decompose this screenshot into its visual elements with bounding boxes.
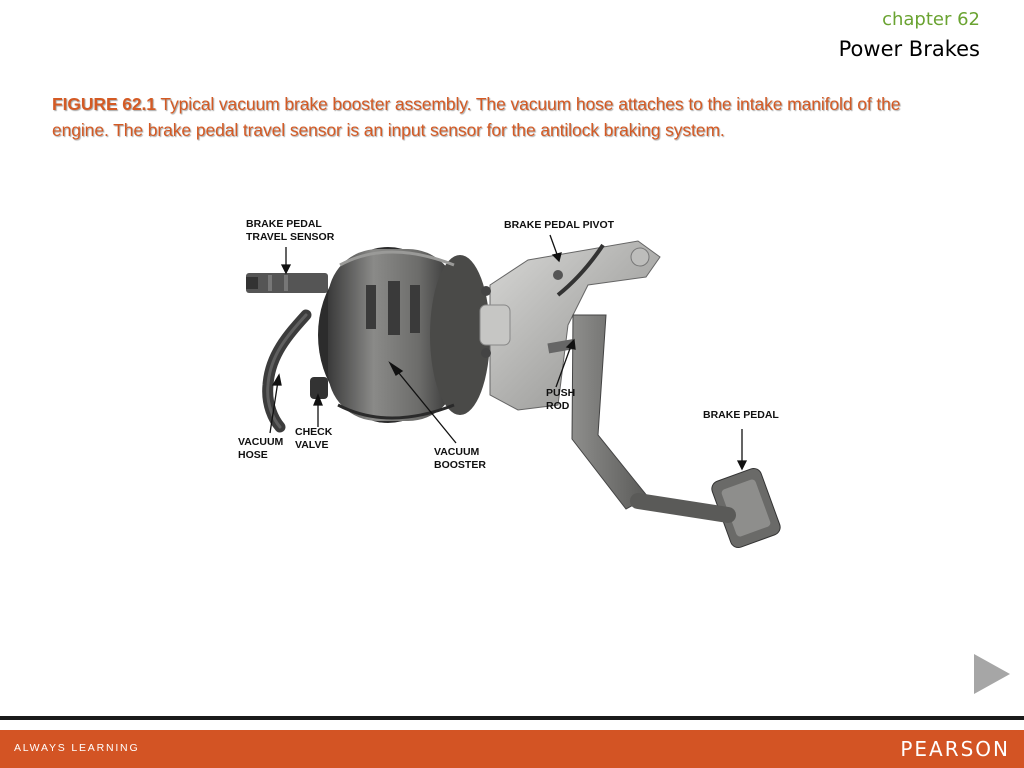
label-travel-sensor-line1: BRAKE PEDAL bbox=[246, 218, 322, 230]
label-check-valve-line1: CHECK bbox=[295, 426, 333, 438]
label-push-rod-line2: ROD bbox=[546, 400, 570, 412]
footer-tagline: ALWAYS LEARNING bbox=[14, 742, 140, 754]
label-pedal-pivot: BRAKE PEDAL PIVOT bbox=[504, 219, 615, 231]
label-travel-sensor-line2: TRAVEL SENSOR bbox=[246, 231, 335, 243]
label-vacuum-hose-line2: HOSE bbox=[238, 449, 268, 461]
brake-pedal-arm bbox=[572, 315, 648, 509]
slide-title: Power Brakes bbox=[838, 37, 980, 61]
chapter-label: chapter 62 bbox=[882, 9, 980, 30]
play-triangle-icon bbox=[972, 653, 1012, 695]
label-vacuum-booster bbox=[434, 446, 486, 472]
label-vacuum-booster-line1: VACUUM bbox=[434, 446, 480, 458]
label-brake-pedal: BRAKE PEDAL bbox=[703, 409, 779, 421]
label-push-rod-line1: PUSH bbox=[546, 387, 576, 399]
brake-booster-figure bbox=[228, 205, 808, 560]
figure-caption-text: Typical vacuum brake booster assembly. The vacuum hose attaches to the intake manifold of the engine. The brake pedal travel sensor is an input sensor for the antilock braking system. bbox=[52, 94, 901, 140]
check-valve bbox=[310, 377, 328, 399]
footer-bar bbox=[0, 730, 1024, 768]
next-slide-button[interactable] bbox=[972, 653, 1012, 695]
label-vacuum-hose-line1: VACUUM bbox=[238, 436, 284, 448]
label-check-valve-line2: VALVE bbox=[295, 439, 329, 451]
label-push-rod bbox=[546, 387, 575, 413]
pearson-logo: PEARSON bbox=[900, 737, 1010, 761]
footer-divider bbox=[0, 716, 1024, 720]
label-vacuum-hose bbox=[238, 436, 283, 462]
label-travel-sensor bbox=[246, 218, 334, 244]
figure-caption bbox=[52, 91, 912, 143]
figure-number: FIGURE 62.1 bbox=[52, 94, 156, 114]
brake-booster-illustration bbox=[228, 205, 808, 560]
label-vacuum-booster-line2: BOOSTER bbox=[434, 459, 486, 471]
label-check-valve bbox=[295, 426, 332, 452]
